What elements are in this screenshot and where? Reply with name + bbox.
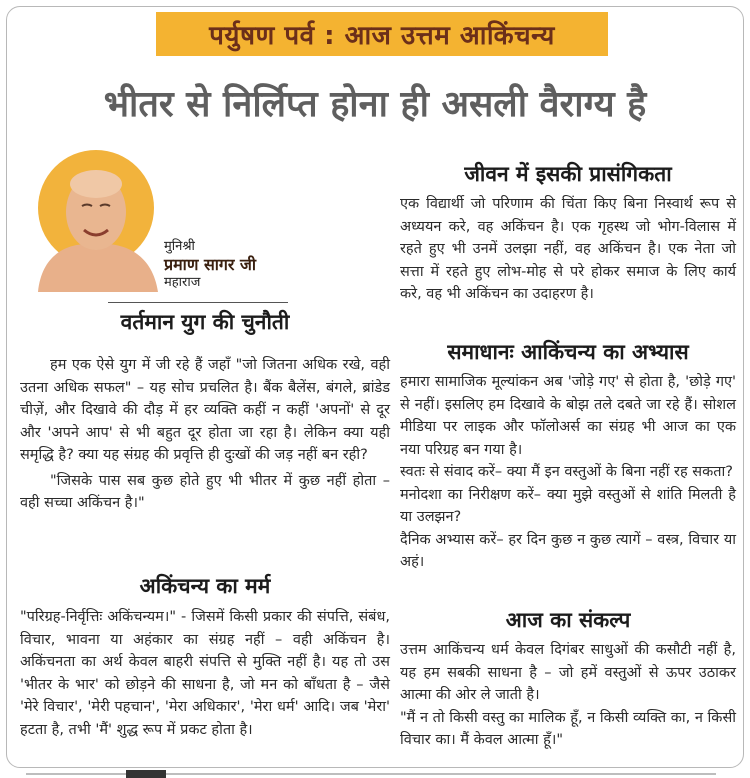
top-banner: [156, 12, 608, 56]
author-byline: [164, 238, 256, 292]
section-relevance: [400, 160, 736, 306]
resolve-quote: "मैं न तो किसी वस्तु का मालिक हूँ, न किसी व्यक्ति का, न किसी विचार का। मैं केवल आत्मा हूँ।": [400, 709, 736, 748]
shoulders-shape: [38, 244, 158, 292]
solution-paragraph-1: हमारा सामाजिक मूल्यांकन अब 'जोड़े गए' से होता है, 'छोड़े गए' से नहीं। इसलिए हम दिखावे के बोझ तले दबते जा रहे हैं। सोशल मीडिया पर लाइक और फॉलोअर्स का संग्रह भी आज का एक नया परिग्रह बन गया है।: [400, 374, 736, 458]
bottom-divider: [26, 770, 716, 778]
head-top-shape: [70, 170, 122, 198]
section-solution: [400, 338, 736, 574]
resolve-title: आज का संकल्प: [505, 608, 631, 632]
byline-divider: [108, 302, 288, 303]
challenge-quote: "जिसके पास सब कुछ होते हुए भी भीतर में कुछ नहीं होता – वही सच्चा अकिंचन है।": [20, 472, 390, 511]
headline: भीतर से निर्लिप्त होना ही असली वैराग्य है: [103, 83, 647, 125]
challenge-paragraph-1: हम एक ऐसे युग में जी रहे हैं जहाँ "जो जितना अधिक रखे, वही उतना अधिक सफल" – यह सोच प्रचलित है। बैंक बैलेंस, बंगले, ब्रांडेड चीज़ें, और दिखावे की दौड़ में हर व्यक्ति कहीं न कहीं 'अपनों' से दूर और 'अपने आप' से भी बहुत दूर होता जा रहा है। लेकिन क्या यही समृद्धि है? क्या यह संग्रह की प्रवृत्ति ही दुःखों की जड़ नहीं बन रही?: [20, 357, 390, 463]
essence-paragraph: "परिग्रह-निर्वृत्तिः अकिंचन्यम।" - जिसमें किसी प्रकार की संपत्ति, संबंध, विचार, भावना या अहंकार का संग्रह नहीं – वही अकिंचन है। अकिंचनता का अर्थ केवल बाहरी संपत्ति से मुक्ति नहीं है। यह तो उस 'भीतर के भार' को छोड़ने की साधना है, जो मन को बाँधता है – जैसे 'मेरे विचार', 'मेरी पहचान', 'मेरा अधिकार', 'मेरा धर्म' आदि। जब 'मेरा' हटता है, तभी 'मैं' शुद्ध रूप में प्रकट होता है।: [20, 609, 390, 738]
author-photo: [30, 142, 165, 292]
section-essence: [20, 572, 390, 741]
solution-step-1: स्वतः से संवाद करें– क्या मैं इन वस्तुओं के बिना नहीं रह सकता?: [400, 464, 733, 480]
author-suffix: महाराज: [164, 275, 201, 290]
relevance-paragraph: एक विद्यार्थी जो परिणाम की चिंता किए बिना निस्वार्थ रूप से अध्ययन करे, वह अकिंचन है। एक गृहस्थ जो भोग-विलास में रहते हुए भी उनमें उलझा नहीं, वह अकिंचन है। एक नेता जो सत्ता में रहते हुए लोभ-मोह से परे होकर समाज के लिए कार्य करे, वह भी अकिंचन का उदाहरण है।: [400, 196, 736, 302]
section-resolve: [400, 606, 736, 752]
challenge-title: वर्तमान युग की चुनौती: [120, 310, 290, 334]
essence-title: अकिंचन्य का मर्म: [139, 574, 271, 598]
solution-step-2: मनोदशा का निरीक्षण करें– क्या मुझे वस्तुओं से शांति मिलती है या उलझन?: [400, 486, 736, 525]
resolve-paragraph: उत्तम आकिंचन्य धर्म केवल दिगंबर साधुओं की कसौटी नहीं है, यह हम सबकी साधना है – जो हमें वस्तुओं से ऊपर उठाकर आत्मा की ओर ले जाती है।: [400, 642, 736, 703]
solution-step-3: दैनिक अभ्यास करें– हर दिन कुछ न कुछ त्यागें – वस्त्र, विचार या अहं।: [400, 531, 736, 570]
relevance-title: जीवन में इसकी प्रासंगिकता: [464, 162, 672, 186]
banner-title: पर्युषण पर्व : आज उत्तम आकिंचन्य: [209, 21, 555, 51]
solution-title: समाधानः आकिंचन्य का अभ्यास: [447, 340, 689, 364]
author-prefix: मुनिश्री: [164, 239, 195, 254]
author-name: प्रमाण सागर जी: [164, 255, 257, 274]
section-challenge: [20, 308, 390, 515]
